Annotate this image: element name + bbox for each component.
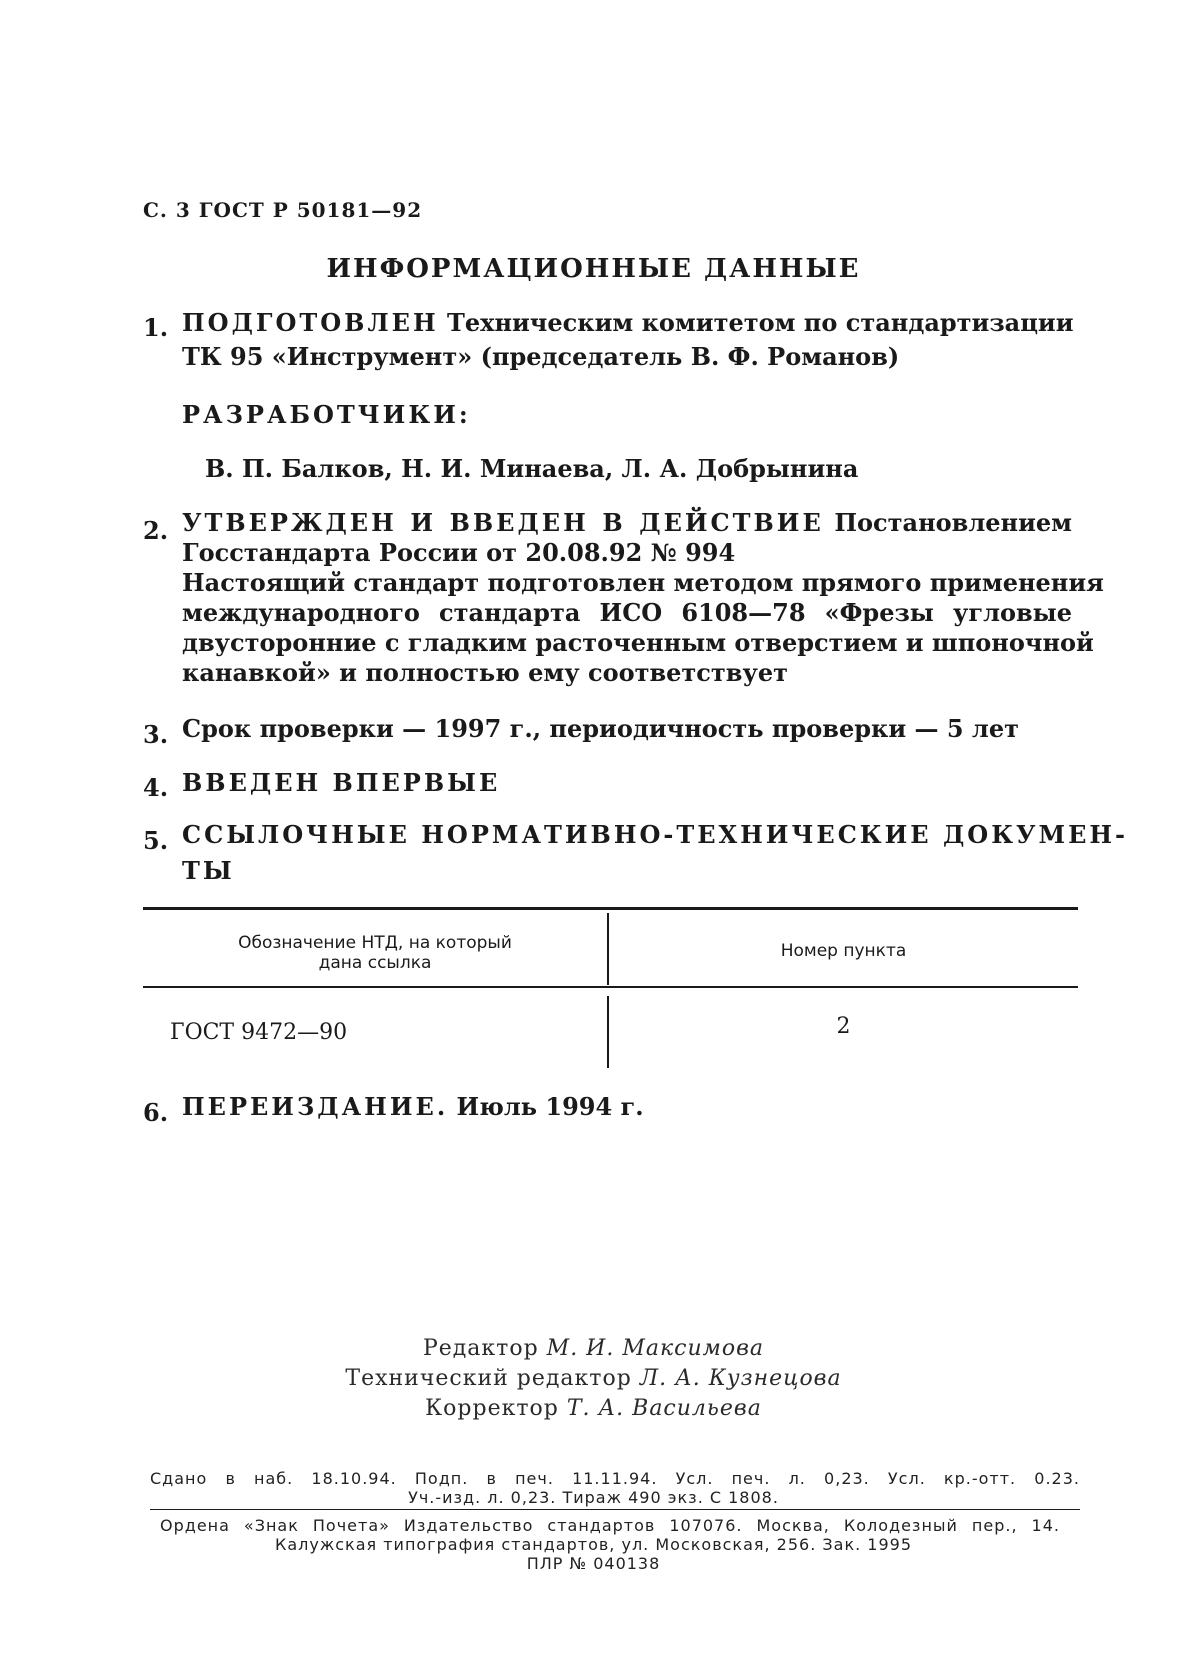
- developers-heading: РАЗРАБОТЧИКИ:: [182, 400, 471, 429]
- item-6-line: [182, 1092, 644, 1121]
- item-5-line-2: ТЫ: [182, 856, 235, 885]
- item-2-line-1-rest: Постановлением: [834, 508, 1072, 537]
- developers-names: В. П. Балков, Н. И. Минаева, Л. А. Добрынина: [205, 454, 859, 483]
- table-header-document-line-2: дана ссылка: [318, 953, 432, 973]
- item-2-line-5: двусторонние с гладким расточенным отверстием и шпоночной: [182, 628, 1094, 657]
- item-2-line-6: канавкой» и полностью ему соответствует: [182, 658, 788, 687]
- table-header-document-line-1: Обозначение НТД, на который: [238, 933, 512, 953]
- page-title: ИНФОРМАЦИОННЫЕ ДАННЫЕ: [326, 254, 861, 284]
- page-header: С. 3 ГОСТ Р 50181—92: [143, 198, 423, 222]
- item-1-line-1: [182, 308, 1072, 337]
- item-4-number: 4.: [143, 773, 169, 802]
- credit-proofreader: [0, 1396, 1187, 1421]
- imprint-line-2: Уч.-изд. л. 0,23. Тираж 490 экз. С 1808.: [408, 1488, 779, 1507]
- imprint-line-3: Ордена «Знак Почета» Издательство стандартов 107076. Москва, Колодезный пер., 14.: [160, 1516, 1060, 1535]
- table-header-rule: [143, 986, 1078, 988]
- credit-tech-editor: [0, 1366, 1187, 1391]
- credit-proofreader-name: Т. А. Васильева: [566, 1396, 762, 1421]
- imprint-rule: [150, 1509, 1080, 1510]
- imprint-line-5: ПЛР № 040138: [526, 1554, 661, 1573]
- item-6-lead: ПЕРЕИЗДАНИЕ.: [182, 1092, 449, 1121]
- table-header-clause: Номер пункта: [780, 941, 907, 961]
- credit-tech-editor-name: Л. А. Кузнецова: [639, 1366, 842, 1391]
- item-6-number: 6.: [143, 1098, 169, 1127]
- item-2-number: 2.: [143, 516, 169, 545]
- item-2-line-2: Госстандарта России от 20.08.92 № 994: [182, 538, 736, 567]
- credit-editor-label: Редактор: [422, 1336, 539, 1361]
- table-cell-clause: 2: [836, 1014, 851, 1039]
- imprint-line-1: Сдано в наб. 18.10.94. Подп. в печ. 11.11.94. Усл. печ. л. 0,23. Усл. кр.-отт. 0.23.: [150, 1469, 1080, 1488]
- table-cell-document: ГОСТ 9472—90: [170, 1020, 348, 1045]
- item-4-text: ВВЕДЕН ВПЕРВЫЕ: [182, 768, 501, 797]
- item-3-number: 3.: [143, 720, 169, 749]
- item-1-lead: ПОДГОТОВЛЕН: [182, 308, 439, 337]
- item-5-number: 5.: [143, 826, 169, 855]
- item-2-line-1: [182, 508, 1072, 537]
- item-2-lead: УТВЕРЖДЕН И ВВЕДЕН В ДЕЙСТВИЕ: [182, 508, 824, 537]
- item-5-line-1: ССЫЛОЧНЫЕ НОРМАТИВНО-ТЕХНИЧЕСКИЕ ДОКУМЕН-: [182, 820, 1128, 849]
- imprint-line-4: Калужская типография стандартов, ул. Московская, 256. Зак. 1995: [274, 1535, 913, 1554]
- item-1-line-1-rest: Техническим комитетом по стандартизации: [447, 308, 1074, 337]
- table-top-rule: [143, 907, 1078, 910]
- item-1-line-2: ТК 95 «Инструмент» (председатель В. Ф. Романов): [182, 342, 900, 371]
- credit-proofreader-label: Корректор: [425, 1396, 559, 1421]
- credit-tech-editor-label: Технический редактор: [345, 1366, 632, 1391]
- item-1-number: 1.: [143, 313, 169, 342]
- item-6-rest: Июль 1994 г.: [456, 1092, 644, 1121]
- item-2-line-3: Настоящий стандарт подготовлен методом прямого применения: [182, 568, 1104, 597]
- credit-editor-name: М. И. Максимова: [546, 1336, 765, 1361]
- item-3-text: Срок проверки — 1997 г., периодичность проверки — 5 лет: [182, 714, 1019, 743]
- item-2-line-4: международного стандарта ИСО 6108—78 «Фрезы угловые: [182, 598, 1072, 627]
- credit-editor: [0, 1336, 1187, 1361]
- table-header-document: [143, 933, 607, 973]
